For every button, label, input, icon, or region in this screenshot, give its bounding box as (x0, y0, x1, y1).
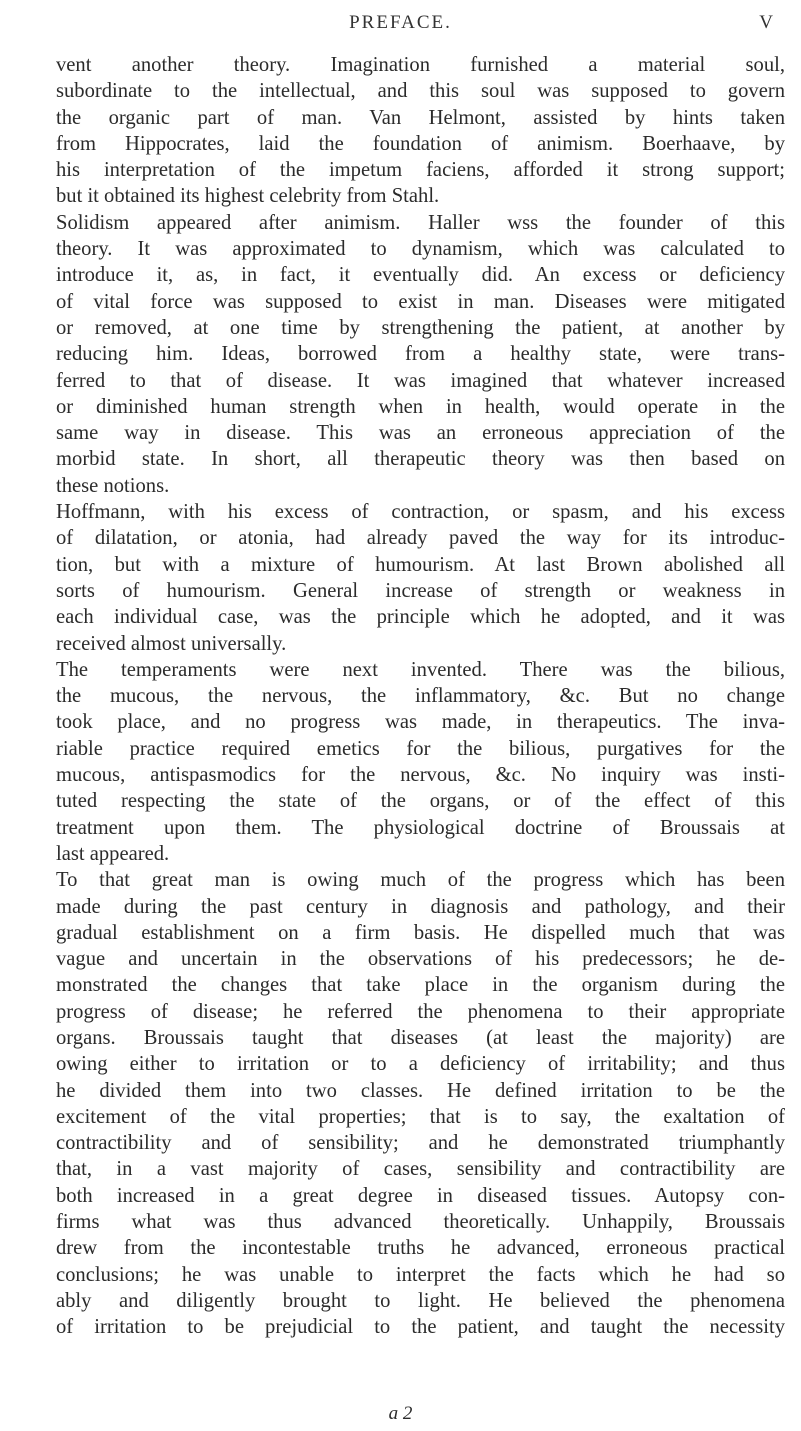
text-line: that, in a vast majority of cases, sensibility and contractibility are (56, 1158, 785, 1181)
text-line: from Hippocrates, laid the foundation of animism. Boerhaave, by (56, 132, 785, 155)
text-line: reducing him. Ideas, borrowed from a healthy state, were trans- (56, 343, 785, 366)
text-line: theory. It was approximated to dynamism, which was calculated to (56, 238, 785, 261)
text-line: last appeared. (56, 842, 170, 865)
text-line: but it obtained its highest celebrity from Stahl. (56, 185, 440, 208)
text-line: of irritation to be prejudicial to the patient, and taught the necessity (56, 1316, 785, 1339)
text-line: gradual establishment on a firm basis. He dispelled much that was (56, 921, 785, 944)
text-line: To that great man is owing much of the progress which has been (56, 869, 785, 892)
text-line: ably and diligently brought to light. He believed the phenomena (56, 1289, 785, 1312)
text-line: mucous, antispasmodics for the nervous, &c. No inquiry was insti- (56, 764, 785, 787)
text-line: made during the past century in diagnosis and pathology, and their (56, 895, 785, 918)
text-line: the mucous, the nervous, the inflammatory, &c. But no change (56, 685, 785, 708)
page-number: V (759, 12, 775, 33)
text-line: sorts of humourism. General increase of strength or weakness in (56, 579, 785, 602)
text-line: or removed, at one time by strengthening the patient, at another by (56, 316, 785, 339)
text-line: firms what was thus advanced theoretically. Unhappily, Broussais (56, 1211, 785, 1234)
running-head-title: PREFACE. (349, 12, 452, 33)
text-line: progress of disease; he referred the phenomena to their appropriate (56, 1000, 785, 1023)
text-line: excitement of the vital properties; that is to say, the exaltation of (56, 1105, 785, 1128)
text-line: the organic part of man. Van Helmont, assisted by hints taken (56, 106, 785, 129)
text-line: morbid state. In short, all therapeutic theory was then based on (56, 448, 785, 471)
text-line: Solidism appeared after animism. Haller wss the founder of this (56, 211, 785, 234)
text-line: introduce it, as, in fact, it eventually did. An excess or deficiency (56, 264, 785, 287)
text-line: subordinate to the intellectual, and this soul was supposed to govern (56, 80, 785, 103)
text-line: received almost universally. (56, 632, 287, 655)
text-line: tuted respecting the state of the organs, or of the effect of this (56, 790, 785, 813)
running-head (0, 6, 801, 38)
text-line: these notions. (56, 474, 170, 497)
text-line: or diminished human strength when in health, would operate in the (56, 395, 785, 418)
text-line: of dilatation, or atonia, had already paved the way for its introduc- (56, 527, 785, 550)
text-line: contractibility and of sensibility; and he demonstrated triumphantly (56, 1132, 785, 1155)
text-line: drew from the incontestable truths he advanced, erroneous practical (56, 1237, 785, 1260)
text-line: his interpretation of the impetum faciens, afforded it strong support; (56, 159, 785, 182)
text-line: The temperaments were next invented. There was the bilious, (56, 658, 785, 681)
text-line: of vital force was supposed to exist in man. Diseases were mitigated (56, 290, 785, 313)
text-line: tion, but with a mixture of humourism. At last Brown abolished all (56, 553, 785, 576)
text-line: vague and uncertain in the observations of his predecessors; he de- (56, 948, 785, 971)
text-line: treatment upon them. The physiological doctrine of Broussais at (56, 816, 785, 839)
text-line: riable practice required emetics for the bilious, purgatives for the (56, 737, 785, 760)
text-line: organs. Broussais taught that diseases (at least the majority) are (56, 1026, 785, 1049)
text-line: vent another theory. Imagination furnished a material soul, (56, 54, 785, 76)
signature-mark: a 2 (388, 1403, 413, 1424)
text-line: each individual case, was the principle which he adopted, and it was (56, 606, 785, 629)
text-line: took place, and no progress was made, in therapeutics. The inva- (56, 711, 785, 734)
text-line: monstrated the changes that take place in the organism during the (56, 974, 785, 997)
text-line: conclusions; he was unable to interpret the facts which he had so (56, 1263, 785, 1286)
text-line: ferred to that of disease. It was imagined that whatever increased (56, 369, 785, 392)
body-text (56, 52, 785, 1341)
text-line: both increased in a great degree in diseased tissues. Autopsy con- (56, 1184, 785, 1207)
text-line: same way in disease. This was an erroneous appreciation of the (56, 422, 785, 445)
text-line: he divided them into two classes. He defined irritation to be the (56, 1079, 785, 1102)
text-line: owing either to irritation or to a deficiency of irritability; and thus (56, 1053, 785, 1076)
text-line: Hoffmann, with his excess of contraction, or spasm, and his excess (56, 501, 785, 524)
